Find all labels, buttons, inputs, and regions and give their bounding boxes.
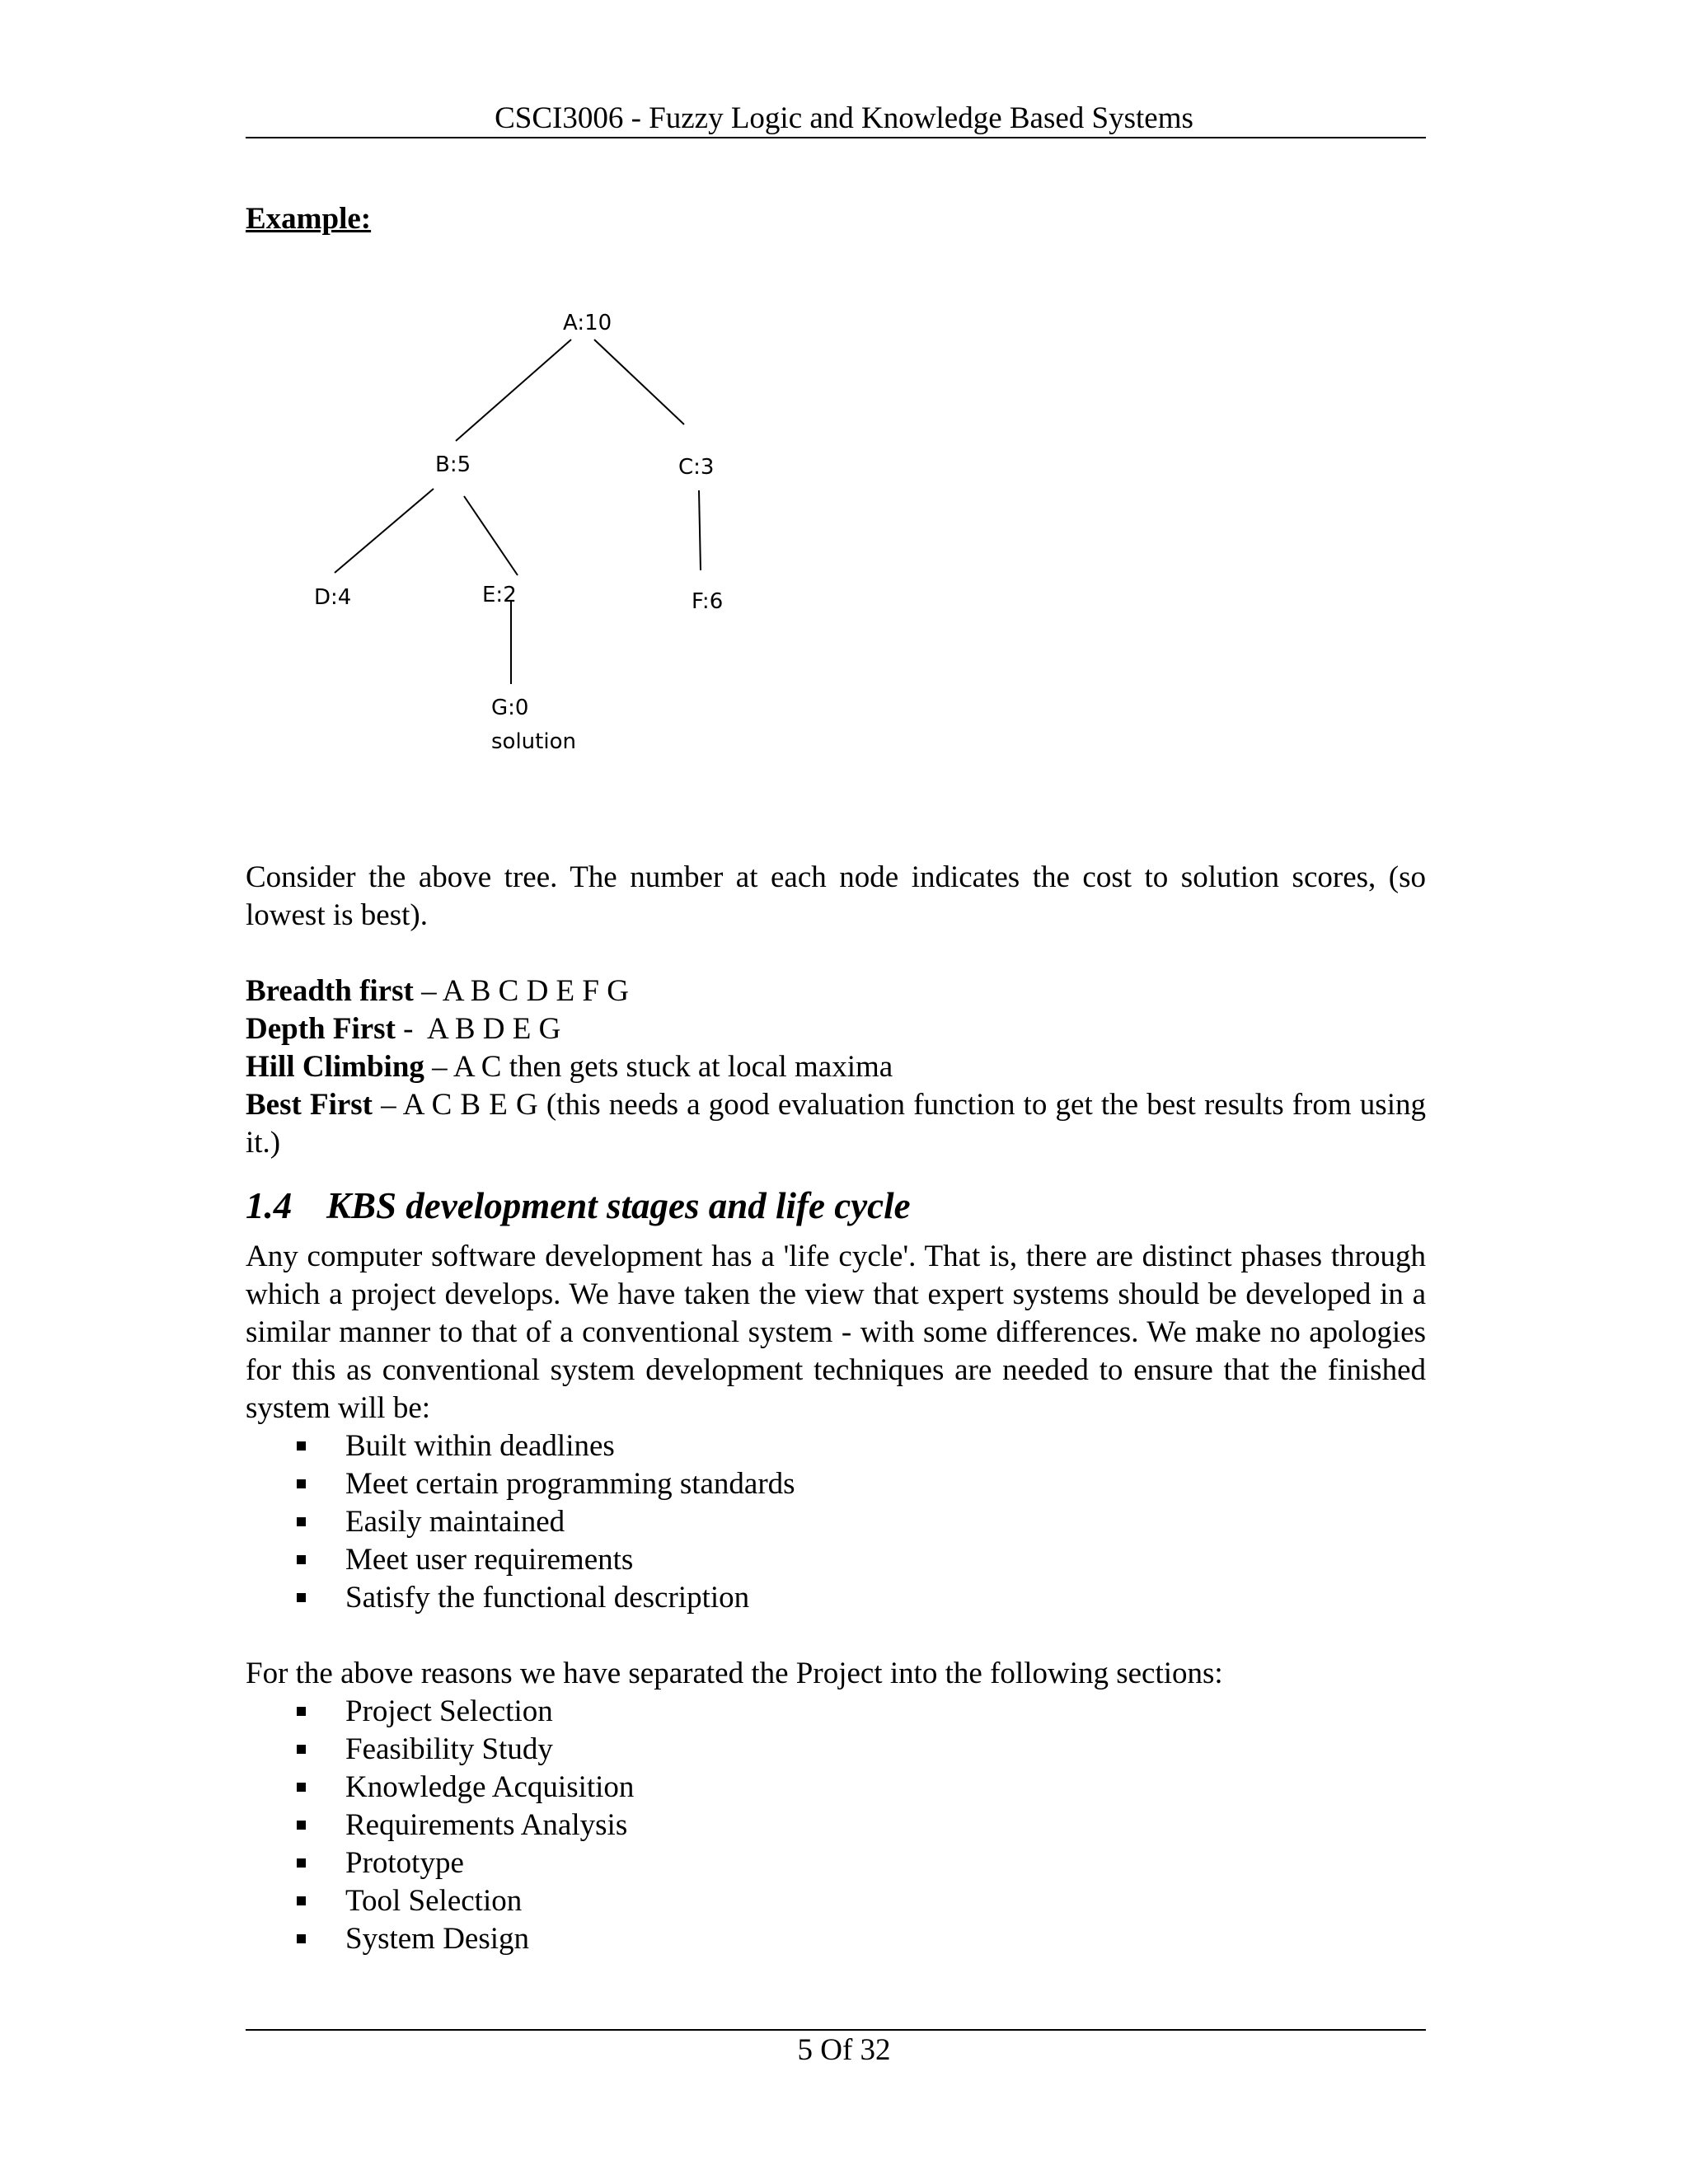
section-paragraph: Any computer software development has a 'life cycle'. That is, there are distinct phases through which a project develops. We have taken the view that expert systems should be developed in a similar manner to that of a conventional system - with some differences. We make no apologies for this as conventional system development techniques are needed to ensure that the finished system will be: <box>246 1240 1426 1425</box>
search-breadth-first <box>246 972 1426 1010</box>
edge-b-d <box>335 489 434 573</box>
node-b: B:5 <box>435 452 471 477</box>
list-item: System Design <box>246 1920 634 1958</box>
search-order: A B C D E F G <box>442 974 629 1008</box>
search-depth-first <box>246 1010 1426 1048</box>
search-best-first <box>246 1086 1426 1162</box>
section-title: KBS development stages and life cycle <box>326 1185 911 1226</box>
page-number: 5 Of 32 <box>797 2033 891 2067</box>
bullet-square-icon <box>297 1858 306 1868</box>
intro-paragraph: Consider the above tree. The number at each node indicates the cost to solution scores, (so lowest is best). <box>246 860 1426 932</box>
search-label: Hill Climbing <box>246 1050 424 1084</box>
search-order: A C then gets stuck at local maxima <box>452 1050 893 1084</box>
list-item: Prototype <box>246 1844 634 1882</box>
edge-a-c <box>594 340 684 424</box>
bullet-square-icon <box>297 1934 306 1943</box>
bullet-square-icon <box>297 1555 306 1564</box>
node-g: G:0 <box>491 696 529 720</box>
node-a: A:10 <box>563 311 612 335</box>
bullet-square-icon <box>297 1441 306 1451</box>
list-item: Tool Selection <box>246 1882 634 1920</box>
page-header-title: CSCI3006 - Fuzzy Logic and Knowledge Based Systems <box>495 101 1193 135</box>
bullet-square-icon <box>297 1707 306 1716</box>
sections-intro: For the above reasons we have separated the Project into the following sections: <box>246 1657 1223 1690</box>
search-sep: – <box>373 1088 403 1122</box>
bullet-square-icon <box>297 1479 306 1488</box>
list-item: Easily maintained <box>246 1503 795 1541</box>
footer-rule <box>246 2029 1426 2031</box>
bullet-square-icon <box>297 1517 306 1526</box>
node-f: F:6 <box>692 589 724 614</box>
search-hill-climbing <box>246 1048 1426 1086</box>
node-d: D:4 <box>314 585 352 610</box>
example-heading: Example: <box>246 202 372 236</box>
search-sep: - <box>395 1012 427 1046</box>
header-rule <box>246 137 1426 138</box>
bullet-square-icon <box>297 1821 306 1830</box>
requirements-list <box>246 1427 795 1617</box>
search-label: Best First <box>246 1088 373 1122</box>
bullet-square-icon <box>297 1896 306 1905</box>
edge-a-b <box>456 340 571 441</box>
list-item: Meet certain programming standards <box>246 1465 795 1503</box>
list-item: Meet user requirements <box>246 1541 795 1579</box>
edge-b-e <box>464 496 518 575</box>
bullet-square-icon <box>297 1745 306 1754</box>
list-item: Built within deadlines <box>246 1427 795 1465</box>
search-sep: – <box>413 974 443 1008</box>
search-tree-diagram <box>246 288 823 766</box>
bullet-square-icon <box>297 1783 306 1792</box>
list-item: Feasibility Study <box>246 1731 634 1769</box>
section-number: 1.4 <box>246 1185 293 1226</box>
search-order: A B D E G <box>426 1012 561 1046</box>
edge-c-f <box>699 490 701 570</box>
search-label: Breadth first <box>246 974 414 1008</box>
search-order: A C B E G (this needs a good evaluation function to get the best results from using it.) <box>246 1088 1426 1160</box>
list-item: Satisfy the functional description <box>246 1579 795 1617</box>
list-item: Project Selection <box>246 1693 634 1731</box>
node-c: C:3 <box>678 455 715 480</box>
node-g-note: solution <box>491 729 576 754</box>
section-heading <box>246 1183 911 1228</box>
list-item: Knowledge Acquisition <box>246 1769 634 1807</box>
project-sections-list <box>246 1693 634 1958</box>
search-label: Depth First <box>246 1012 396 1046</box>
bullet-square-icon <box>297 1593 306 1602</box>
search-sep: – <box>424 1050 453 1084</box>
list-item: Requirements Analysis <box>246 1807 634 1844</box>
node-e: E:2 <box>482 583 517 607</box>
